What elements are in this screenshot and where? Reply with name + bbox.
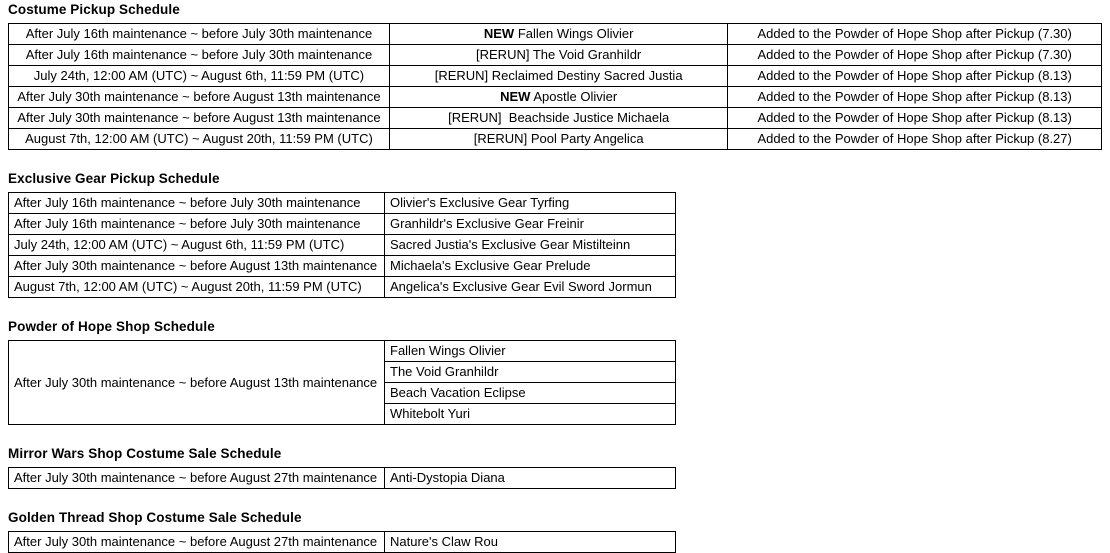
period-cell: August 7th, 12:00 AM (UTC) ~ August 20th, 11:59 PM (UTC) [9,277,385,298]
item-name: Beachside Justice Michaela [505,110,670,125]
item-cell: Nature's Claw Rou [385,532,676,553]
table-row [9,277,676,298]
note-cell: Added to the Powder of Hope Shop after Pickup (7.30) [728,45,1102,66]
period-cell: After July 16th maintenance ~ before July 30th maintenance [9,193,385,214]
item-cell: Granhildr's Exclusive Gear Freinir [385,214,676,235]
item-cell: The Void Granhildr [385,362,676,383]
item-tag: [RERUN] [434,68,489,83]
powder-of-hope-shop-schedule-title: Powder of Hope Shop Schedule [8,319,215,334]
period-cell: August 7th, 12:00 AM (UTC) ~ August 20th, 11:59 PM (UTC) [9,129,390,150]
period-cell: July 24th, 12:00 AM (UTC) ~ August 6th, 11:59 PM (UTC) [9,66,390,87]
item-cell: Fallen Wings Olivier [385,341,676,362]
table-row [9,45,1102,66]
item-name: Apostle Olivier [533,89,618,104]
table-row [9,66,1102,87]
table-row [9,129,1102,150]
table-row [9,214,676,235]
exclusive-gear-pickup-table [8,192,676,298]
item-tag: NEW [483,26,515,41]
item-cell: Olivier's Exclusive Gear Tyrfing [385,193,676,214]
period-cell: After July 30th maintenance ~ before August 13th maintenance [9,341,385,425]
period-cell: July 24th, 12:00 AM (UTC) ~ August 6th, 11:59 PM (UTC) [9,235,385,256]
table-row [9,193,676,214]
table-row [9,24,1102,45]
item-cell: Michaela's Exclusive Gear Prelude [385,256,676,277]
item-cell: Beach Vacation Eclipse [385,383,676,404]
costume-pickup-table [8,23,1102,150]
item-cell [389,45,727,66]
costume-pickup-schedule-title: Costume Pickup Schedule [8,2,180,17]
period-cell: After July 16th maintenance ~ before July 30th maintenance [9,24,390,45]
period-cell: After July 30th maintenance ~ before August 13th maintenance [9,108,390,129]
note-cell: Added to the Powder of Hope Shop after Pickup (8.13) [728,108,1102,129]
item-cell: Anti-Dystopia Diana [385,468,676,489]
period-cell: After July 16th maintenance ~ before July 30th maintenance [9,45,390,66]
note-cell: Added to the Powder of Hope Shop after Pickup (7.30) [728,24,1102,45]
table-row [9,532,676,553]
period-cell: After July 30th maintenance ~ before August 27th maintenance [9,532,385,553]
table-row [9,468,676,489]
item-tag: [RERUN] [476,47,530,62]
item-name: Pool Party Angelica [530,131,644,146]
table-row [9,235,676,256]
note-cell: Added to the Powder of Hope Shop after Pickup (8.13) [728,87,1102,108]
table-row [9,256,676,277]
item-tag: NEW [500,89,531,104]
period-cell: After July 30th maintenance ~ before August 13th maintenance [9,256,385,277]
note-cell: Added to the Powder of Hope Shop after Pickup (8.27) [728,129,1102,150]
item-cell [389,87,727,108]
golden-thread-shop-sale-schedule-title: Golden Thread Shop Costume Sale Schedule [8,510,302,525]
item-tag: [RERUN] [473,131,528,146]
item-name: The Void Granhildr [532,47,642,62]
item-cell: Angelica's Exclusive Gear Evil Sword Jormun [385,277,676,298]
item-name: Fallen Wings Olivier [517,26,634,41]
exclusive-gear-pickup-schedule-title: Exclusive Gear Pickup Schedule [8,171,220,186]
table-row [9,341,676,362]
table-row [9,87,1102,108]
item-cell [389,129,727,150]
mirror-wars-shop-sale-schedule-title: Mirror Wars Shop Costume Sale Schedule [8,446,282,461]
item-cell: Sacred Justia's Exclusive Gear Mistilteinn [385,235,676,256]
item-cell [389,66,727,87]
item-name: Reclaimed Destiny Sacred Justia [491,68,683,83]
period-cell: After July 30th maintenance ~ before August 27th maintenance [9,468,385,489]
golden-thread-shop-sale-table [8,531,676,553]
period-cell: After July 30th maintenance ~ before August 13th maintenance [9,87,390,108]
item-cell [389,24,727,45]
item-cell [389,108,727,129]
period-cell: After July 16th maintenance ~ before July 30th maintenance [9,214,385,235]
item-cell: Whitebolt Yuri [385,404,676,425]
mirror-wars-shop-sale-table [8,467,676,489]
powder-of-hope-shop-table [8,340,676,425]
table-row [9,108,1102,129]
item-tag: [RERUN] [448,110,502,125]
note-cell: Added to the Powder of Hope Shop after Pickup (8.13) [728,66,1102,87]
